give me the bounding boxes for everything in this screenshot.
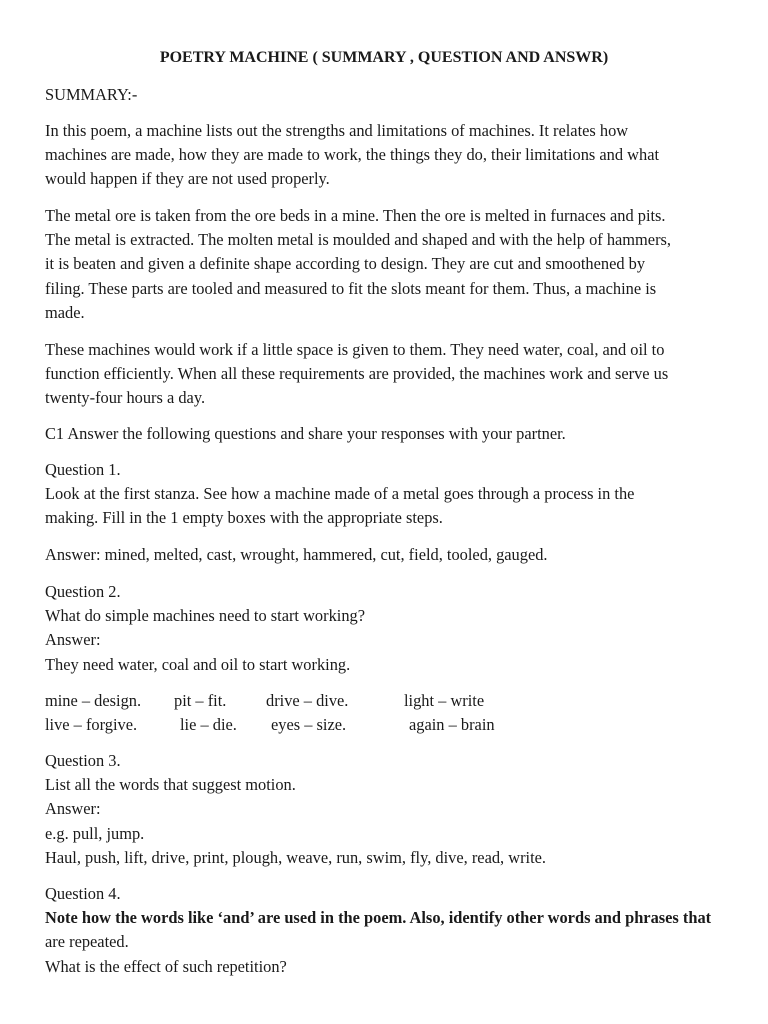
rhyme-pair: live – forgive. [45, 715, 138, 734]
summary-paragraph-2 [45, 204, 735, 325]
text-line: filing. These parts are tooled and measured to fit the slots meant for them. Thus, a machine is [45, 278, 657, 298]
text-line: twenty-four hours a day. [45, 388, 206, 408]
rhyme-pair: drive – dive. [266, 691, 349, 710]
question-4 [45, 882, 735, 979]
question-1 [45, 458, 735, 531]
question-text: List all the words that suggest motion. [45, 775, 296, 795]
text-line: The metal is extracted. The molten metal is moulded and shaped and with the help of hammers, [45, 230, 672, 250]
c1-instruction: C1 Answer the following questions and share your responses with your partner. [45, 424, 566, 443]
answer-label: Answer: [45, 799, 101, 819]
rhyme-pair: light – write [404, 691, 485, 710]
question-label: Question 3. [45, 751, 121, 770]
rhyme-pair: lie – die. [180, 715, 237, 734]
question-text: are repeated. [45, 932, 129, 952]
answer-example: e.g. pull, jump. [45, 823, 145, 843]
text-line: it is beaten and given a definite shape according to design. They are cut and smoothened by [45, 254, 646, 274]
text-line: would happen if they are not used properly. [45, 169, 330, 189]
text-line: The metal ore is taken from the ore beds in a mine. Then the ore is melted in furnaces and pits. [45, 206, 666, 225]
question-3 [45, 749, 735, 870]
answer-text: They need water, coal and oil to start working. [45, 654, 351, 674]
question-label: Question 1. [45, 460, 121, 479]
question-text-bold: Note how the words like ‘and’ are used in the poem. Also, identify other words and phrases that [45, 908, 712, 928]
question-label: Question 4. [45, 884, 121, 903]
question-text: making. Fill in the 1 empty boxes with the appropriate steps. [45, 508, 443, 528]
answer-1: Answer: mined, melted, cast, wrought, hammered, cut, field, tooled, gauged. [45, 545, 548, 564]
answer-text: Haul, push, lift, drive, print, plough, weave, run, swim, fly, dive, read, write. [45, 847, 547, 867]
rhyme-pair: pit – fit. [174, 691, 227, 710]
question-text: What is the effect of such repetition? [45, 956, 287, 976]
page-title: POETRY MACHINE ( SUMMARY , QUESTION AND ANSWR) [159, 49, 609, 66]
summary-heading: SUMMARY:- [45, 85, 138, 104]
answer-label: Answer: [45, 630, 101, 650]
question-text: Look at the first stanza. See how a machine made of a metal goes through a process in the [45, 484, 635, 504]
text-line: In this poem, a machine lists out the strengths and limitations of machines. It relates how [45, 121, 629, 140]
rhyme-pair: eyes – size. [271, 715, 347, 734]
rhyme-pair: mine – design. [45, 691, 142, 710]
text-line: machines are made, how they are made to work, the things they do, their limitations and what [45, 145, 660, 165]
question-label: Question 2. [45, 582, 121, 601]
question-text: What do simple machines need to start working? [45, 606, 365, 626]
text-line: made. [45, 302, 85, 322]
question-2 [45, 580, 735, 677]
rhyme-pair: again – brain [409, 715, 495, 734]
summary-paragraph-3 [45, 338, 735, 411]
text-line: These machines would work if a little space is given to them. They need water, coal, and oil to [45, 340, 665, 359]
text-line: function efficiently. When all these requirements are provided, the machines work and serve us [45, 364, 669, 384]
summary-paragraph-1 [45, 119, 735, 192]
